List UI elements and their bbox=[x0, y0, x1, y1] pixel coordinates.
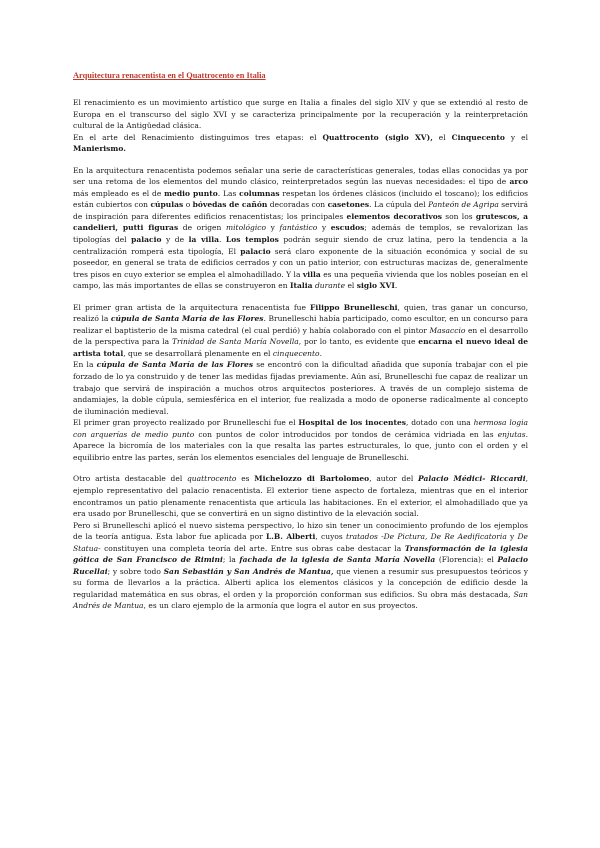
term-columnas: columnas bbox=[239, 188, 280, 198]
term-mantua: San Sebastián y San Andrés de Mantua, bbox=[163, 566, 334, 576]
text-run: podrán seguir siendo de cruz latina, pero la tendencia a la centralización romperá esta tipología, El bbox=[73, 235, 529, 256]
term-de-pictura: De Pictura, De Re Aedificatoria bbox=[383, 532, 507, 542]
term-cupula-santa-maria-2: cúpula de Santa María de las Flores bbox=[96, 360, 254, 370]
term-brunelleschi: Filippo Brunelleschi bbox=[310, 302, 398, 312]
term-siglo-xvi: siglo XVI bbox=[356, 281, 395, 291]
text-run: En la arquitectura renacentista podemos señalar una serie de características generales, todas ellas conocidas ya por ser una retoma de los elementos del mundo clásico, reinterpretados según las nuevas necesidades: el tipo de bbox=[73, 165, 528, 187]
term-de-statua: De Statua bbox=[73, 532, 529, 553]
term-fantastico: fantástico bbox=[279, 223, 318, 233]
document-title: Arquitectura renacentista en el Quattrocento en Italia bbox=[73, 71, 266, 80]
text-run: . Aparece la bicromía de los materiales con la que resalta las partes estructurales, lo que, junto con el orden y el equilibrio entre las partes, serán los elementos esenciales del lenguaje de Brunelleschi. bbox=[73, 429, 528, 462]
text-run: El primer gran proyecto realizado por Brunelleschi fue el bbox=[73, 418, 299, 428]
text-run: En la bbox=[73, 360, 97, 370]
text-run: , autor del bbox=[369, 474, 418, 484]
text-run: El renacimiento es un movimiento artístico que surge en Italia a finales del siglo XIV y que se extendió al resto de Europa en el transcurso del siglo XVI y se caracteriza principalmente por la recuperación y la reinterpretación cultural de la Antigüedad clásica. bbox=[73, 98, 528, 131]
text-run: que vienen a resumir sus presupuestos teóricos y su forma de llevarlos a la práctica. Alberti aplica los elementos clásicos y la concepción de edificio desde la regularidad matemática en sus obras, el orden y la proporción conforman sus edificios. Su obra más destacada, bbox=[73, 566, 528, 599]
michelozzo-paragraph bbox=[73, 473, 528, 519]
term-cinquecento: Cinquecento bbox=[451, 132, 505, 142]
brunelleschi-paragraph bbox=[73, 302, 528, 360]
term-hospital: Hospital de los inocentes bbox=[298, 418, 407, 428]
cupula-paragraph bbox=[73, 359, 528, 417]
text-run: es una pequeña vivienda que los nobles poseían en el campo, las más importantes de ellas se construyeron en bbox=[73, 269, 528, 291]
term-cupula-santa-maria: cúpula de Santa María de las Flores bbox=[110, 314, 264, 324]
term-mitologico: mitológico bbox=[225, 223, 267, 233]
text-run: , ejemplo representativo del palacio renacentista. El exterior tiene aspecto de fortaleza, mientras que en el interior encontramos un patio plenamente renacentista que articula las habitaciones. En el exterior, el almohadillado que ya era usado por Brunelleschi, que se convertirá en un signo distintivo de la elevación social. bbox=[73, 474, 528, 519]
characteristics-paragraph bbox=[73, 165, 528, 292]
intro-paragraph bbox=[73, 97, 528, 132]
text-run: en el desarrollo de la perspectiva para la bbox=[73, 325, 529, 347]
term-logia: hermosa logia con arquerías de medio punto bbox=[73, 418, 529, 439]
text-run: más empleado es el de bbox=[73, 188, 165, 198]
text-run: . bbox=[394, 281, 398, 291]
term-la-villa: la villa bbox=[188, 235, 219, 245]
text-run: (Florencia): el bbox=[435, 555, 498, 565]
term-escudos: escudos bbox=[330, 223, 365, 233]
term-artista-total: encarna el nuevo ideal de artista total bbox=[73, 337, 528, 358]
term-panteon: Panteón de Agripa bbox=[428, 200, 499, 210]
text-run: - constituyen una completa teoría del arte. Entre sus obras cabe destacar la bbox=[98, 543, 405, 553]
text-run: ; la bbox=[222, 555, 240, 565]
text-run: - bbox=[377, 532, 384, 542]
text-run: el bbox=[432, 132, 452, 142]
term-santa-maria-novella: fachada de la iglesia de Santa María Novella bbox=[239, 555, 436, 565]
term-casetones: casetones bbox=[327, 200, 370, 210]
term-palacio-2: palacio bbox=[240, 246, 271, 256]
term-quattrocento: Quattrocento (siglo XV), bbox=[322, 132, 433, 142]
text-run: . bbox=[319, 348, 322, 358]
term-palacio-medici: Palacio Médici- Riccardi bbox=[417, 474, 526, 484]
term-tratados: tratados bbox=[345, 532, 378, 542]
term-palacio: palacio bbox=[131, 235, 162, 245]
stages-paragraph bbox=[73, 132, 528, 155]
term-italia: Italia bbox=[290, 281, 313, 291]
text-run: , por lo tanto, es evidente que bbox=[298, 337, 419, 347]
term-bovedas: bóvedas de cañón bbox=[192, 200, 268, 210]
text-run: será claro exponente de la situación económica y social de su poseedor, en general se trata de edificios cerrados y con un patio interior, con estructuras macizas de, generalmente tres pisos en cuyo exterior se emplea el almohadillado. Y la bbox=[73, 246, 528, 279]
term-manierismo: Manierismo. bbox=[73, 144, 126, 154]
text-run: Pero si Brunelleschi aplicó el nuevo sistema perspectivo, lo hizo sin tener un conocimiento profundo de los ejemplos de la teoría antigua. Esta labor fue aplicada por bbox=[73, 520, 528, 542]
term-alberti: L.B. Alberti bbox=[265, 532, 316, 542]
text-run: . bbox=[218, 235, 226, 245]
term-rimini: Transformación de la iglesia gótica de San Francisco de Rimini bbox=[73, 543, 528, 565]
text-run: . Las bbox=[217, 188, 240, 198]
term-san-andres: San Andrés de Mantua bbox=[73, 589, 528, 611]
term-arco: arco bbox=[509, 177, 528, 187]
text-run: o bbox=[183, 200, 193, 210]
text-run: y el bbox=[504, 132, 528, 142]
term-trinidad: Trinidad de Santa María Novella bbox=[171, 337, 299, 347]
text-run: y bbox=[506, 532, 518, 542]
term-quattrocento-italic: quattrocento bbox=[186, 474, 237, 484]
term-durante: durante bbox=[314, 281, 346, 291]
text-run: se encontró con la dificultad añadida que suponía trabajar con el pie forzado de lo ya construido y de tener las medidas fijadas previamente. Aún así, Brunelleschi fue capaz de realizar un trabajo que servirá de inspiración a muchos otros arquitectos posteriores. A través de un complejo sistema de andamiajes, la doble cúpula, semiesférica en el interior, fue realizada a modo de oponerse radicalmente al concepto de iluminación medieval. bbox=[73, 360, 528, 416]
text-run: , es un claro ejemplo de la armonía que logra el autor en sus proyectos. bbox=[143, 601, 418, 611]
text-run: Otro artista destacable del bbox=[73, 474, 187, 484]
text-run: y de bbox=[161, 235, 189, 245]
term-medio-punto: medio punto bbox=[164, 188, 218, 198]
term-cinquecento-italic: cinquecento bbox=[272, 348, 320, 358]
text-run: . La cúpula del bbox=[369, 200, 429, 210]
text-run: el bbox=[345, 281, 357, 291]
text-run: y bbox=[266, 223, 280, 233]
term-villa: villa bbox=[302, 269, 321, 279]
term-cupulas: cúpulas bbox=[150, 200, 184, 210]
term-rucellai: Palacio Rucellai bbox=[73, 555, 528, 576]
text-run: son los bbox=[441, 211, 476, 221]
text-run: con puntos de color introducidos por tondos de cerámica vidriada en las bbox=[194, 429, 498, 439]
text-run: de origen bbox=[178, 223, 226, 233]
text-run: ; además de templos, se revalorizan las tipologías del bbox=[73, 223, 528, 245]
term-michelozzo: Michelozzo di Bartolomeo bbox=[254, 474, 370, 484]
text-run: respetan los órdenes clásicos (incluido el toscano); los edificios están cubiertos con bbox=[73, 188, 528, 210]
term-grutescos: grutescos, a candelieri, putti figuras bbox=[73, 211, 528, 233]
term-elementos-decorativos: elementos decorativos bbox=[346, 211, 442, 221]
text-run: ; y sobre todo bbox=[107, 566, 164, 576]
text-run: , dotado con una bbox=[406, 418, 474, 428]
text-run: decoradas con bbox=[267, 200, 328, 210]
text-run: , cuyos bbox=[315, 532, 346, 542]
term-templos: Los templos bbox=[225, 235, 279, 245]
text-run: El primer gran artista de la arquitectura renacentista fue bbox=[73, 302, 310, 312]
text-run: es bbox=[236, 474, 255, 484]
text-run: , que se desarrollará plenamente en el bbox=[123, 348, 273, 358]
hospital-paragraph bbox=[73, 417, 528, 463]
term-enjutas: enjutas bbox=[497, 429, 526, 439]
text-run: servirá de inspiración para diferentes edificios renacentistas; los principales bbox=[73, 200, 528, 221]
text-run: En el arte del Renacimiento distinguimos tres etapas: el bbox=[73, 132, 323, 142]
alberti-paragraph bbox=[73, 520, 528, 612]
text-run: y bbox=[317, 223, 331, 233]
text-run: , quien, tras ganar un concurso, realizó la bbox=[73, 302, 529, 324]
text-run: . Brunelleschi había participado, como escultor, en un concurso para realizar el baptisterio de la misma catedral (el cual perdió) y había colaborado con el pintor bbox=[73, 314, 528, 335]
term-masaccio: Masaccio bbox=[429, 325, 466, 335]
